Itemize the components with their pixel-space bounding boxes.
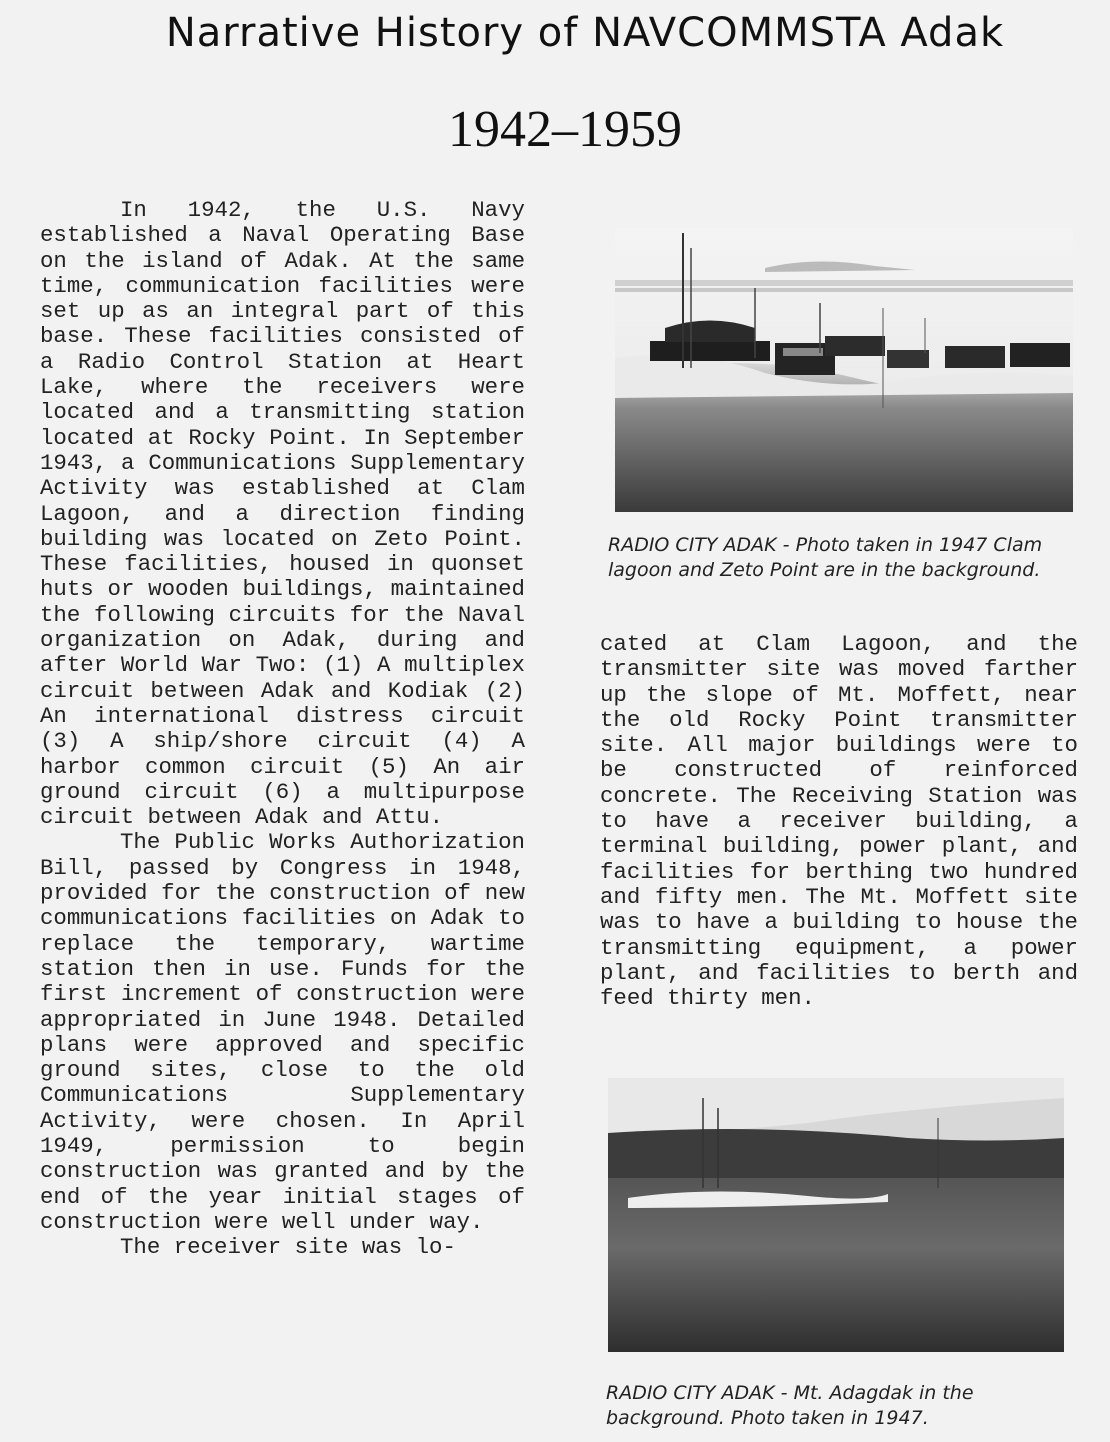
paragraph-construction-plans: cated at Clam Lagoon, and the transmitter site was moved farther up the slope of Mt. Moffett, near the old Rocky Point transmitter site. All major buildings were to be constructed of reinforced concrete. The Receiving Station was to have a receiver building, a terminal building, power plant, and facilities for berthing two hundred and fifty men. The Mt. Moffett site was to have a building to house the transmitting equipment, a power plant, and facilities to berth and feed thirty men. [600,631,1078,1012]
photo-image [615,228,1073,512]
document-title: Narrative History of NAVCOMMSTA Adak [165,10,1005,56]
left-text-column [40,198,525,1260]
right-text-column [600,632,1078,1011]
photo-radio-city-mt-adagdak [608,1078,1064,1352]
photo-radio-city-clam-lagoon [615,228,1073,512]
photo-caption-2: RADIO CITY ADAK - Mt. Adagdak in the background. Photo taken in 1947. [606,1382,974,1429]
paragraph-receiver-site: The receiver site was lo- [120,1234,456,1261]
photo-image [608,1078,1064,1352]
year-range-heading: 1942–1959 [448,101,682,158]
paragraph-establishment: In 1942, the U.S. Navy established a Naval Operating Base on the island of Adak. At the same time, communication facilities were set up as an integral part of this base. These facilities consisted of a Radio Control Station at Heart Lake, where the receivers were located and a transmitting station located at Rocky Point. In September 1943, a Communications Supplementary Activity was established at Clam Lagoon, and a direction finding building was located on Zeto Point. These facilities, housed in quonset huts or wooden buildings, maintained the following circuits for the Naval organization on Adak, during and after World War Two: (1) A multiplex circuit between Adak and Kodiak (2) An international distress circuit (3) A ship/shore circuit (4) A harbor common circuit (5) An air ground circuit (6) a multipurpose circuit between Adak and Attu. [40,197,525,831]
paragraph-public-works: The Public Works Authorization Bill, passed by Congress in 1948, provided for the construction of new communications facilities on Adak to replace the temporary, wartime station then in use. Funds for the first increment of construction were appropriated in June 1948. Detailed plans were approved and specific ground sites, close to the old Communications Supplementary Activity, were chosen. In April 1949, permission to begin construction was granted and by the end of the year initial stages of construction were well under way. [40,829,525,1235]
photo-caption-1: RADIO CITY ADAK - Photo taken in 1947 Clam lagoon and Zeto Point are in the background. [608,534,1043,581]
